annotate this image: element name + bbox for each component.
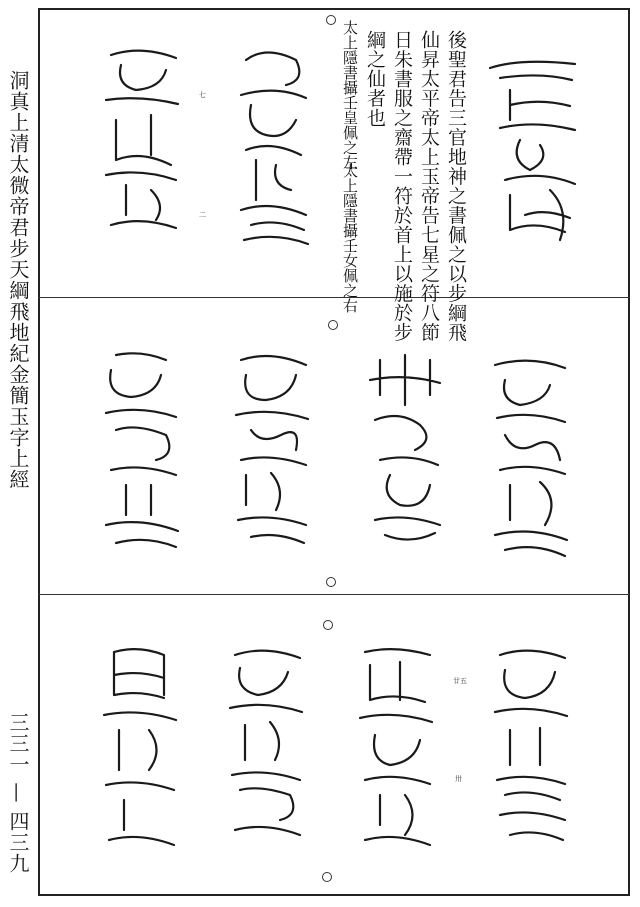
seal-glyph-column-3: [96, 40, 186, 240]
seal-glyph-column-2: [226, 40, 316, 250]
seal-glyph-column-10: [220, 640, 310, 855]
circle-marker: [323, 620, 333, 630]
text-column-3: 日朱書服之齋帶一符於首上以施於步: [391, 30, 413, 342]
small-mark-top-1: 七: [199, 91, 206, 99]
circle-marker: [326, 577, 336, 587]
circle-marker: [322, 872, 332, 882]
text-column-2: 仙昇太平帝太上玉帝告七星之符八節: [418, 30, 440, 342]
seal-glyph-column-5: [360, 345, 450, 560]
page-number: 三三一 — 四三九: [6, 712, 30, 874]
seal-glyph-column-1: [480, 50, 590, 260]
panel-divider-top: [38, 297, 630, 298]
text-column-1: 後聖君告三官地神之書佩之以步綱飛: [445, 30, 467, 342]
circle-marker: [326, 15, 336, 25]
caption-right: 太上隱書攝壬皇佩之左: [341, 20, 359, 170]
seal-glyph-column-8: [485, 640, 575, 860]
circle-marker: [328, 320, 338, 330]
scripture-title: 洞真上清太微帝君步天綱飛地紀金簡玉字上經: [6, 70, 30, 490]
caption-left: 太上隱書攝壬女佩之右: [341, 163, 359, 313]
seal-glyph-column-7: [96, 345, 186, 555]
seal-glyph-column-9: [350, 640, 440, 855]
seal-glyph-column-6: [226, 345, 316, 555]
seal-glyph-column-11: [94, 640, 184, 855]
text-column-4: 綱之仙者也: [364, 30, 386, 128]
seal-glyph-column-4: [485, 350, 575, 565]
panel-divider-bottom: [38, 594, 630, 595]
small-mark-top-2: 二: [199, 211, 206, 219]
small-mark-bottom-1: 廿五: [453, 677, 467, 685]
small-mark-bottom-2: 卅: [455, 775, 462, 783]
